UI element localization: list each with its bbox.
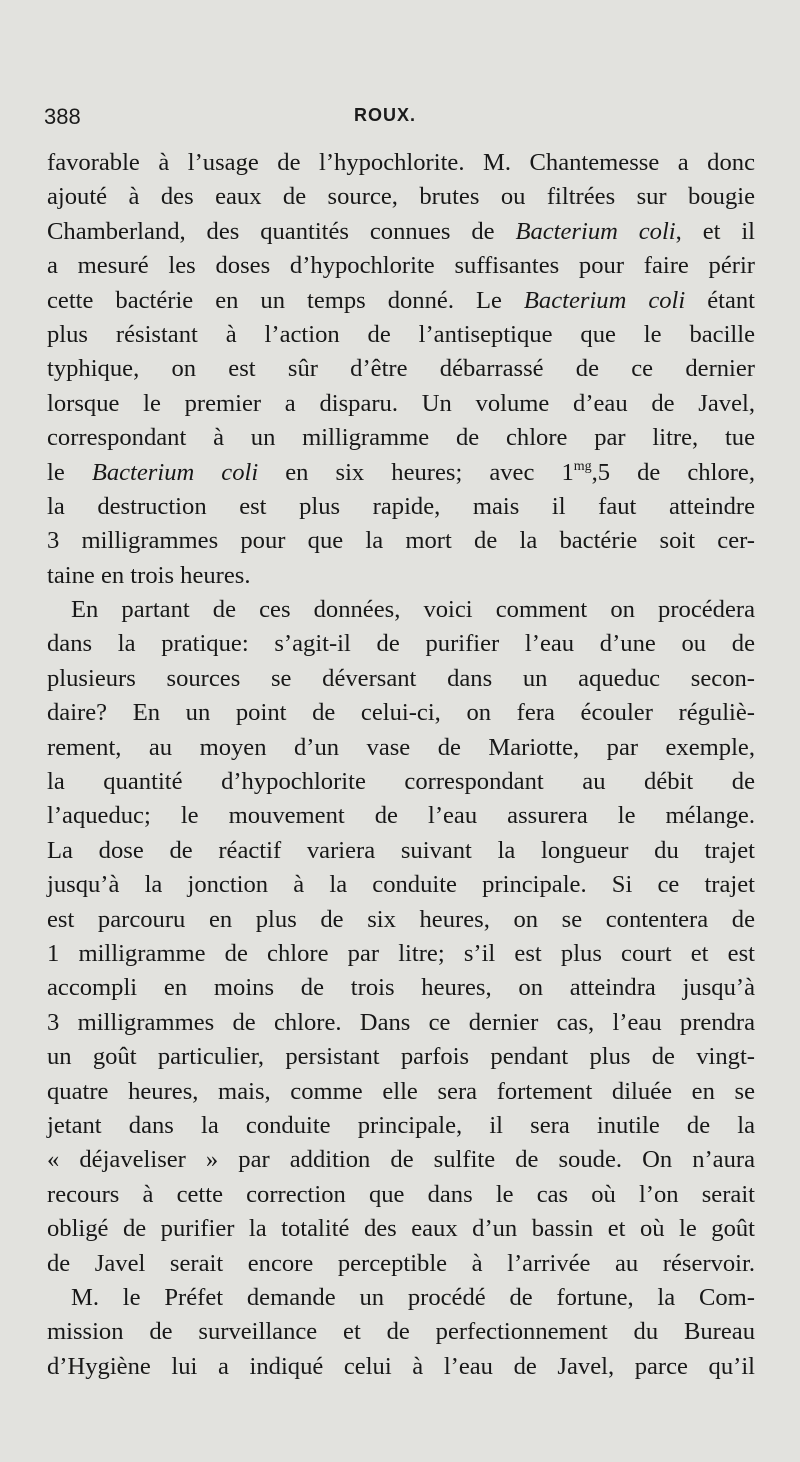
text-line: est parcouru en plus de six heures, on se contentera de [47,905,755,933]
text-line: cette bactérie en un temps donné. Le Bacterium coli étant [47,286,755,314]
text-line: En partant de ces données, voici comment on procédera [71,596,755,624]
text-line: ajouté à des eaux de source, brutes ou filtrées sur bougie [47,183,755,211]
text-line: correspondant à un milligramme de chlore par litre, tue [47,424,755,452]
text-line: 1 milligramme de chlore par litre; s’il est plus court et est [47,939,755,967]
text-line: M. le Préfet demande un procédé de fortune, la Com- [71,1283,755,1311]
text-line: 3 milligrammes pour que la mort de la bactérie soit cer- [47,527,755,555]
text-line: la quantité d’hypochlorite correspondant au débit de [47,768,755,796]
text-line: jetant dans la conduite principale, il sera inutile de la [47,1111,755,1139]
text-line: dans la pratique: s’agit-il de purifier l’eau d’une ou de [47,630,755,658]
text-line: rement, au moyen d’un vase de Mariotte, par exemple, [47,733,755,761]
text-line: de Javel serait encore perceptible à l’arrivée au réservoir. [47,1249,755,1277]
page-header [44,104,754,138]
text-line: typhique, on est sûr d’être débarrassé de ce dernier [47,355,755,383]
text-line: La dose de réactif variera suivant la longueur du trajet [47,836,755,864]
text-line: obligé de purifier la totalité des eaux d’un bassin et où le goût [47,1215,755,1243]
text-line: un goût particulier, persistant parfois pendant plus de vingt- [47,1043,755,1071]
text-line: daire? En un point de celui-ci, on fera écouler réguliè- [47,699,755,727]
text-line: recours à cette correction que dans le cas où l’on serait [47,1180,755,1208]
text-line: « déjaveliser » par addition de sulfite de soude. On n’aura [47,1146,755,1174]
text-line: d’Hygiène lui a indiqué celui à l’eau de Javel, parce qu’il [47,1352,755,1380]
text-line: favorable à l’usage de l’hypochlorite. M. Chantemesse a donc [47,149,755,176]
text-line: a mesuré les doses d’hypochlorite suffisantes pour faire périr [47,252,755,280]
text-line: quatre heures, mais, comme elle sera fortement diluée en se [47,1077,755,1105]
text-line: taine en trois heures. [47,561,251,589]
text-line: plusieurs sources se déversant dans un aqueduc secon- [47,664,755,692]
text-line: jusqu’à la jonction à la conduite principale. Si ce trajet [47,871,755,899]
paragraph-1 [47,146,755,593]
text-line: plus résistant à l’action de l’antiseptique que le bacille [47,320,755,348]
paragraph-3 [47,1281,755,1384]
body-text [47,146,755,1384]
text-line: l’aqueduc; le mouvement de l’eau assurera le mélange. [47,802,755,830]
text-line: 3 milligrammes de chlore. Dans ce dernier cas, l’eau prendra [47,1008,755,1036]
running-title: ROUX. [354,105,417,125]
text-line: mission de surveillance et de perfectionnement du Bureau [47,1318,755,1346]
text-line: le Bacterium coli en six heures; avec $1^{mg},5$ de chlore, [47,458,755,486]
text-line: Chamberland, des quantités connues de Bacterium coli, et il [47,217,755,245]
page-number: 388 [44,104,81,129]
paragraph-2 [47,593,755,1281]
text-line: la destruction est plus rapide, mais il faut atteindre [47,492,755,520]
text-line: accompli en moins de trois heures, on atteindra jusqu’à [47,974,755,1002]
text-line: lorsque le premier a disparu. Un volume d’eau de Javel, [47,389,755,417]
